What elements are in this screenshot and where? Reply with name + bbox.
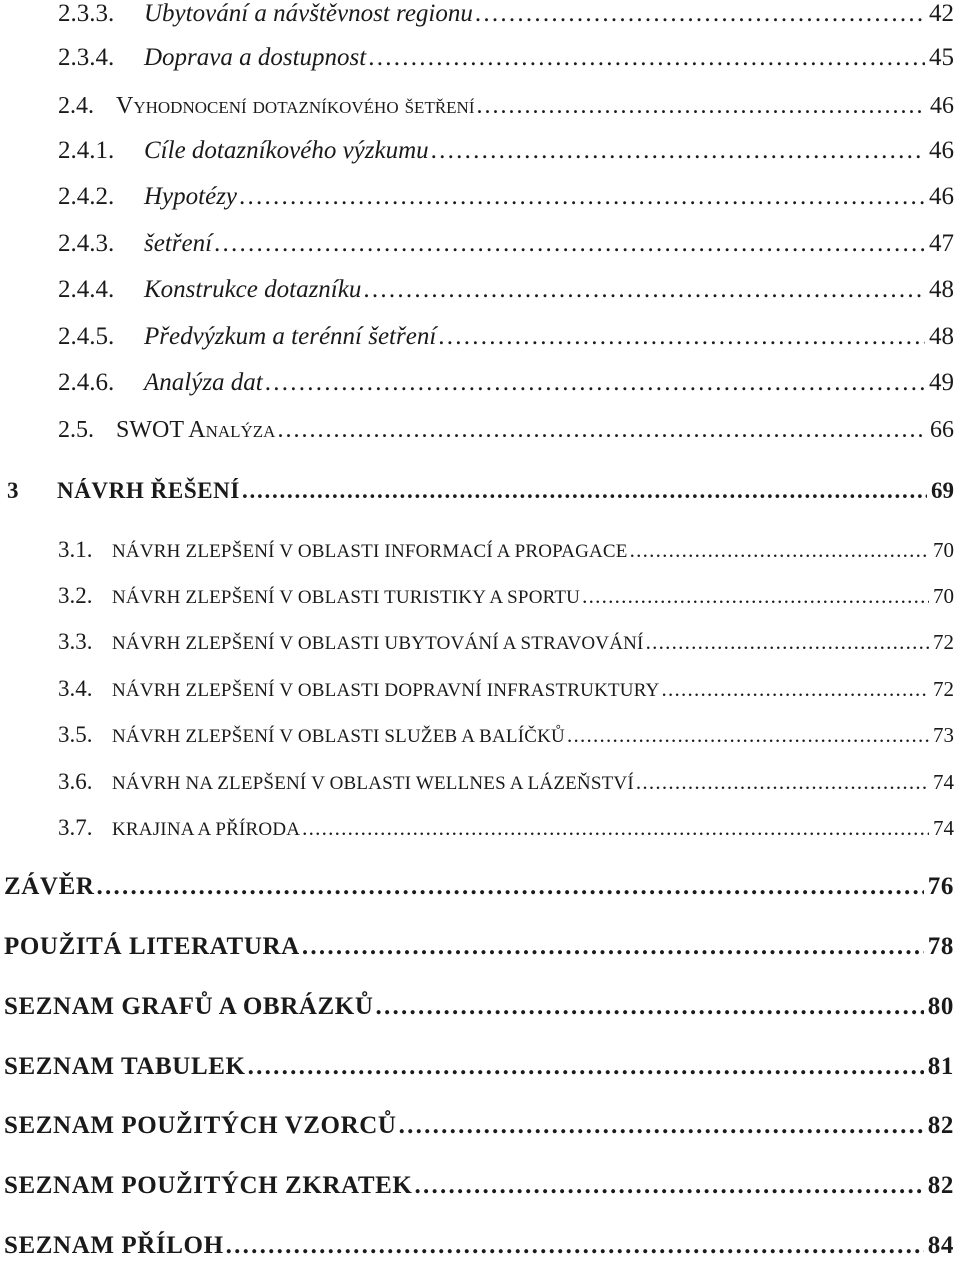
toc-entry-page: 74 [933, 770, 954, 794]
toc-entry[interactable] [0, 1166, 960, 1206]
toc-entry-title: NÁVRH NA ZLEPŠENÍ V OBLASTI WELLNES A LÁZEŇSTVÍ [112, 773, 634, 794]
toc-leader-dots [302, 927, 924, 967]
toc-leader-dots [582, 576, 929, 616]
toc-entry[interactable] [0, 131, 960, 171]
toc-entry[interactable] [0, 867, 960, 907]
toc-leader-dots [226, 1226, 924, 1266]
toc-entry-page: 81 [927, 1053, 954, 1080]
toc-entry-number: 3.3. [58, 629, 93, 654]
toc-leader-dots [567, 715, 929, 755]
toc-entry-title: SEZNAM TABULEK [4, 1053, 246, 1080]
toc-entry-page: 76 [927, 873, 954, 900]
toc-leader-dots [661, 669, 929, 709]
toc-entry-page: 70 [933, 538, 954, 562]
toc-entry[interactable] [0, 410, 960, 450]
toc-entry-page: 46 [929, 183, 954, 210]
toc-entry-title: Ubytování a návštěvnost regionu [144, 0, 473, 27]
toc-entry[interactable] [0, 1106, 960, 1146]
toc-leader-dots [646, 622, 929, 662]
toc-entry[interactable] [0, 1226, 960, 1266]
toc-entry-title: NÁVRH ZLEPŠENÍ V OBLASTI UBYTOVÁNÍ A STRAVOVÁNÍ [112, 633, 644, 654]
toc-entry-page: 42 [929, 0, 954, 27]
toc-leader-dots [242, 471, 927, 511]
toc-entry-title: NÁVRH ZLEPŠENÍ V OBLASTI INFORMACÍ A PROPAGACE [112, 541, 628, 562]
toc-entry[interactable] [0, 86, 960, 126]
toc-leader-dots [630, 530, 929, 570]
toc-entry-number: 3.1. [58, 537, 93, 562]
toc-entry[interactable] [0, 762, 960, 802]
toc-leader-dots [376, 987, 924, 1027]
toc-leader-dots [277, 410, 926, 450]
toc-entry-title: šetření [144, 230, 213, 257]
toc-entry-number: 2.3.3. [58, 0, 115, 27]
toc-entry-title: Hypotézy [144, 183, 238, 210]
toc-entry-title: SEZNAM POUŽITÝCH VZORCŮ [4, 1112, 397, 1139]
toc-entry[interactable] [0, 38, 960, 78]
toc-entry-page: 66 [930, 417, 954, 443]
toc-leader-dots [438, 317, 925, 357]
toc-entry-title: POUŽITÁ LITERATURA [4, 933, 300, 960]
toc-entry-title: Analýza dat [144, 369, 263, 396]
toc-entry-title: SEZNAM PŘÍLOH [4, 1232, 224, 1259]
toc-entry-title: Předvýzkum a terénní šetření [144, 323, 437, 350]
toc-entry-title: Vyhodnocení dotazníkového šetření [116, 93, 475, 119]
toc-entry-number: 3.4. [58, 676, 93, 701]
toc-entry-number: 3.6. [58, 769, 93, 794]
toc-entry-number: 2.3.4. [58, 44, 115, 71]
toc-entry-title: NÁVRH ZLEPŠENÍ V OBLASTI SLUŽEB A BALÍČKŮ [112, 726, 565, 747]
toc-entry-number: 3.7. [58, 815, 93, 840]
toc-entry-page: 70 [933, 584, 954, 608]
toc-entry-page: 49 [929, 369, 954, 396]
toc-entry-page: 46 [930, 93, 954, 119]
toc-entry[interactable] [0, 0, 960, 34]
toc-entry-title: NÁVRH ŘEŠENÍ [57, 478, 240, 503]
toc-entry[interactable] [0, 363, 960, 403]
toc-entry-title: KRAJINA A PŘÍRODA [112, 819, 301, 840]
toc-entry[interactable] [0, 715, 960, 755]
toc-entry-number: 3.5. [58, 722, 93, 747]
toc-leader-dots [265, 363, 925, 403]
toc-entry-page: 84 [927, 1232, 954, 1259]
toc-entry-page: 82 [927, 1112, 954, 1139]
toc-entry-number: 2.4.2. [58, 183, 115, 210]
toc-entry-number: 2.4.6. [58, 369, 115, 396]
toc-entry[interactable] [0, 177, 960, 217]
toc-entry[interactable] [0, 224, 960, 264]
toc-leader-dots [399, 1106, 924, 1146]
toc-entry[interactable] [0, 1047, 960, 1087]
toc-entry[interactable] [0, 808, 960, 848]
toc-entry[interactable] [0, 576, 960, 616]
toc-leader-dots [431, 131, 925, 171]
toc-entry-number: 2.4.1. [58, 137, 115, 164]
toc-entry-page: 47 [929, 230, 954, 257]
toc-entry-number: 3 [7, 478, 19, 503]
toc-leader-dots [363, 270, 925, 310]
toc-entry-number: 2.4.5. [58, 323, 115, 350]
toc-leader-dots [302, 808, 929, 848]
toc-entry-page: 48 [929, 276, 954, 303]
toc-entry-number: 2.4.4. [58, 276, 115, 303]
toc-leader-dots [214, 224, 925, 264]
toc-leader-dots [368, 38, 925, 78]
toc-entry-title: SWOT Analýza [116, 417, 276, 443]
toc-leader-dots [239, 177, 925, 217]
toc-entry-page: 74 [933, 816, 954, 840]
toc-entry-page: 80 [927, 993, 954, 1020]
toc-entry[interactable] [0, 270, 960, 310]
toc-entry-number: 2.5. [58, 417, 94, 443]
toc-entry-page: 69 [931, 478, 954, 503]
toc-entry[interactable] [0, 622, 960, 662]
toc-entry[interactable] [0, 317, 960, 357]
toc-entry-title: ZÁVĚR [4, 873, 95, 900]
toc-entry-number: 2.4.3. [58, 230, 115, 257]
toc-entry-page: 45 [929, 44, 954, 71]
toc-entry-title: NÁVRH ZLEPŠENÍ V OBLASTI TURISTIKY A SPORTU [112, 587, 581, 608]
toc-entry[interactable] [0, 927, 960, 967]
toc-entry[interactable] [0, 669, 960, 709]
toc-entry-page: 48 [929, 323, 954, 350]
toc-entry-title: Doprava a dostupnost [144, 44, 367, 71]
toc-entry-number: 3.2. [58, 583, 93, 608]
toc-entry[interactable] [0, 471, 960, 511]
toc-leader-dots [636, 762, 929, 802]
toc-entry-page: 72 [933, 630, 954, 654]
toc-leader-dots [414, 1166, 923, 1206]
toc-entry-number: 2.4. [58, 93, 94, 119]
toc-entry-page: 78 [927, 933, 954, 960]
toc-entry-title: SEZNAM POUŽITÝCH ZKRATEK [4, 1172, 413, 1199]
toc-entry-title: SEZNAM GRAFŮ A OBRÁZKŮ [4, 993, 374, 1020]
toc-leader-dots [475, 0, 925, 34]
toc-entry-title: Konstrukce dotazníku [144, 276, 362, 303]
toc-entry-page: 72 [933, 677, 954, 701]
toc-entry-title: Cíle dotazníkového výzkumu [144, 137, 429, 164]
toc-leader-dots [248, 1047, 924, 1087]
toc-entry-title: NÁVRH ZLEPŠENÍ V OBLASTI DOPRAVNÍ INFRASTRUKTURY [112, 680, 660, 701]
toc-leader-dots [476, 86, 926, 126]
toc-entry-page: 73 [933, 723, 954, 747]
toc-entry-page: 46 [929, 137, 954, 164]
toc-leader-dots [97, 867, 924, 907]
toc-entry[interactable] [0, 530, 960, 570]
toc-entry-page: 82 [927, 1172, 954, 1199]
toc-entry[interactable] [0, 987, 960, 1027]
